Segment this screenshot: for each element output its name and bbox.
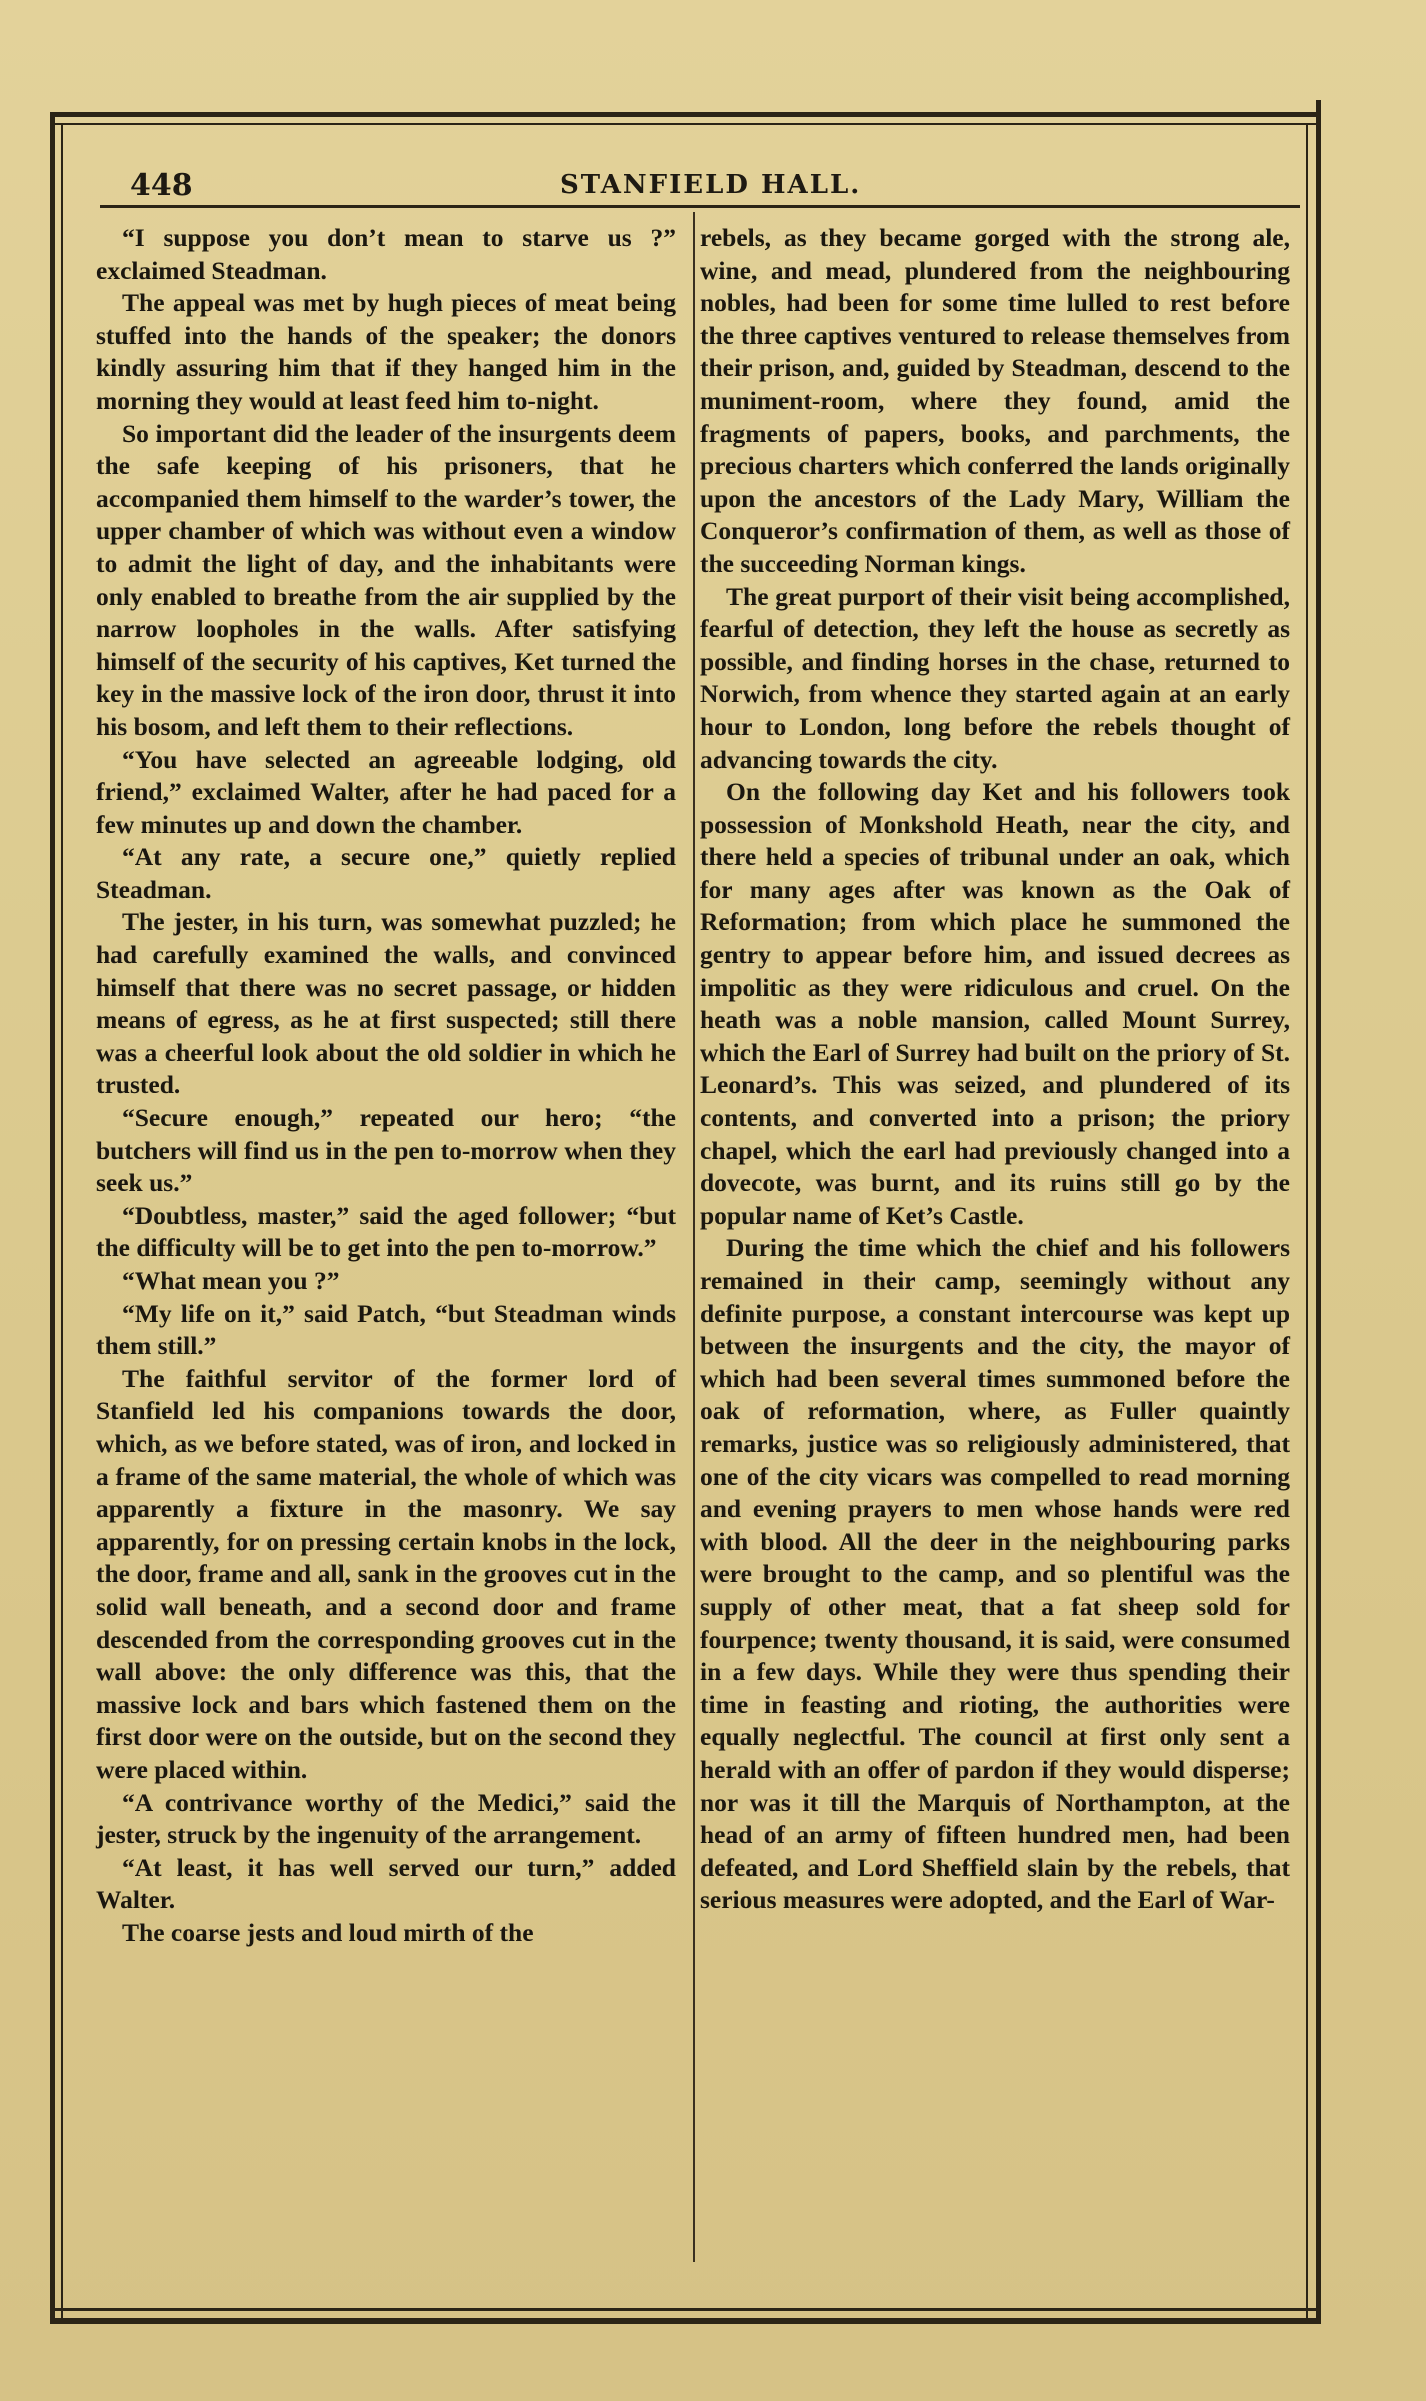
left-border-rule	[50, 112, 55, 2322]
paragraph: So important did the leader of the insurgents deem the safe keeping of his prisoners, that he accompanied them himself to the warder’s tower, the upper chamber of which was without even a window to admit the light of day, and the inhabitants were only enabled to breathe from the air supplied by the narrow loopholes in the walls. After satisfying himself of the security of his captives, Ket turned the key in the massive lock of the iron door, thrust it into his bosom, and left them to their reflections.	[96, 418, 676, 741]
paragraph: “My life on it,” said Patch, “but Steadman winds them still.”	[96, 1298, 676, 1361]
paragraph: The coarse jests and loud mirth of the	[122, 1917, 534, 1947]
right-column	[700, 222, 1290, 1917]
right-border-rule	[1316, 100, 1321, 2322]
paragraph: “Secure enough,” repeated our hero; “the butchers will find us in the pen to-morrow when they seek us.”	[96, 1103, 676, 1198]
paragraph: “A contrivance worthy of the Medici,” said the jester, struck by the ingenuity of the arrangement.	[96, 1787, 676, 1850]
paragraph: The jester, in his turn, was somewhat puzzled; he had carefully examined the walls, and convinced himself that there was no secret passage, or hidden means of egress, as he at first suspected; still there was a cheerful look about the old soldier in which he trusted.	[96, 907, 676, 1100]
paragraph: “At any rate, a secure one,” quietly replied Steadman.	[96, 842, 676, 904]
top-border-rule	[50, 112, 1320, 117]
header-rule	[100, 205, 1300, 208]
running-title: STANFIELD HALL.	[560, 170, 862, 200]
left-column	[96, 222, 676, 1949]
bottom-border-rule	[50, 2318, 1321, 2324]
paragraph: On the following day Ket and his followers took possession of Monkshold Heath, near the city, and there held a species of tribunal under an oak, which for many ages after was known as the Oak of Reformation; from which place he summoned the gentry to appear before him, and issued decrees as impolitic as they were ridiculous and cruel. On the heath was a noble mansion, called Mount Surrey, which the Earl of Surrey had built on the priory of St. Leonard’s. This was seized, and plundered of its contents, and converted into a prison; the priory chapel, which the earl had previously changed into a dovecote, was burnt, and its ruins still go by the popular name of Ket’s Castle.	[700, 777, 1290, 1230]
right-inner-border-rule	[1306, 123, 1308, 2318]
bottom-inner-border-rule	[50, 2308, 1321, 2311]
paragraph: rebels, as they became gorged with the strong ale, wine, and mead, plundered from the neighbouring nobles, had been for some time lulled to rest before the three captives ventured to release themselves from their prison, and, guided by Steadman, descend to the muniment-room, where they found, amid the fragments of papers, books, and parchments, the precious charters which conferred the lands originally upon the ancestors of the Lady Mary, William the Conqueror’s confirmation of them, as well as those of the succeeding Norman kings.	[700, 223, 1290, 578]
paragraph: During the time which the chief and his followers remained in their camp, seemingly without any definite purpose, a constant intercourse was kept up between the insurgents and the city, the mayor of which had been several times summoned before the oak of reformation, where, as Fuller quaintly remarks, justice was so religiously administered, that one of the city vicars was compelled to read morning and evening prayers to men whose hands were red with blood. All the deer in the neighbouring parks were brought to the camp, and so plentiful was the supply of other meat, that a fat sheep sold for fourpence; twenty thousand, it is said, were consumed in a few days. While they were thus spending their time in feasting and rioting, the authorities were equally neglectful. The council at first only sent a herald with an offer of pardon if they would disperse; nor was it till the Marquis of Northampton, at the head of an army of fifteen hundred men, had been defeated, and Lord Sheffield slain by the rebels, that serious measures were adopted, and the Earl of War-	[700, 1233, 1290, 1915]
paragraph: “What mean you ?”	[122, 1266, 340, 1295]
paragraph: “You have selected an agreeable lodging, old friend,” exclaimed Walter, after he had paced for a few minutes up and down the chamber.	[96, 744, 676, 839]
paragraph: The faithful servitor of the former lord of Stanfield led his companions towards the door, which, as we before stated, was of iron, and locked in a frame of the same material, the whole of which was apparently a fixture in the masonry. We say apparently, for on pressing certain knobs in the lock, the door, frame and all, sank in the grooves cut in the solid wall beneath, and a second door and frame descended from the corresponding grooves cut in the wall above: the only difference was this, that the massive lock and bars which fastened them on the first door were on the outside, but on the second they were placed within.	[96, 1363, 676, 1784]
paragraph: The appeal was met by hugh pieces of meat being stuffed into the hands of the speaker; the donors kindly assuring him that if they hanged him in the morning they would at least feed him to-night.	[96, 288, 676, 415]
top-inner-border-rule	[50, 123, 1320, 125]
paragraph: “I suppose you don’t mean to starve us ?” exclaimed Steadman.	[96, 223, 676, 285]
left-inner-border-rule	[61, 123, 63, 2318]
page-number: 448	[130, 168, 193, 203]
paragraph: “At least, it has well served our turn,” added Walter.	[96, 1852, 676, 1915]
paragraph: The great purport of their visit being accomplished, fearful of detection, they left the house as secretly as possible, and finding horses in the chase, returned to Norwich, from whence they started again at an early hour to London, long before the rebels thought of advancing towards the city.	[700, 581, 1290, 774]
column-divider	[693, 212, 695, 2262]
paragraph: “Doubtless, master,” said the aged follower; “but the difficulty will be to get into the pen to-morrow.”	[96, 1200, 676, 1263]
